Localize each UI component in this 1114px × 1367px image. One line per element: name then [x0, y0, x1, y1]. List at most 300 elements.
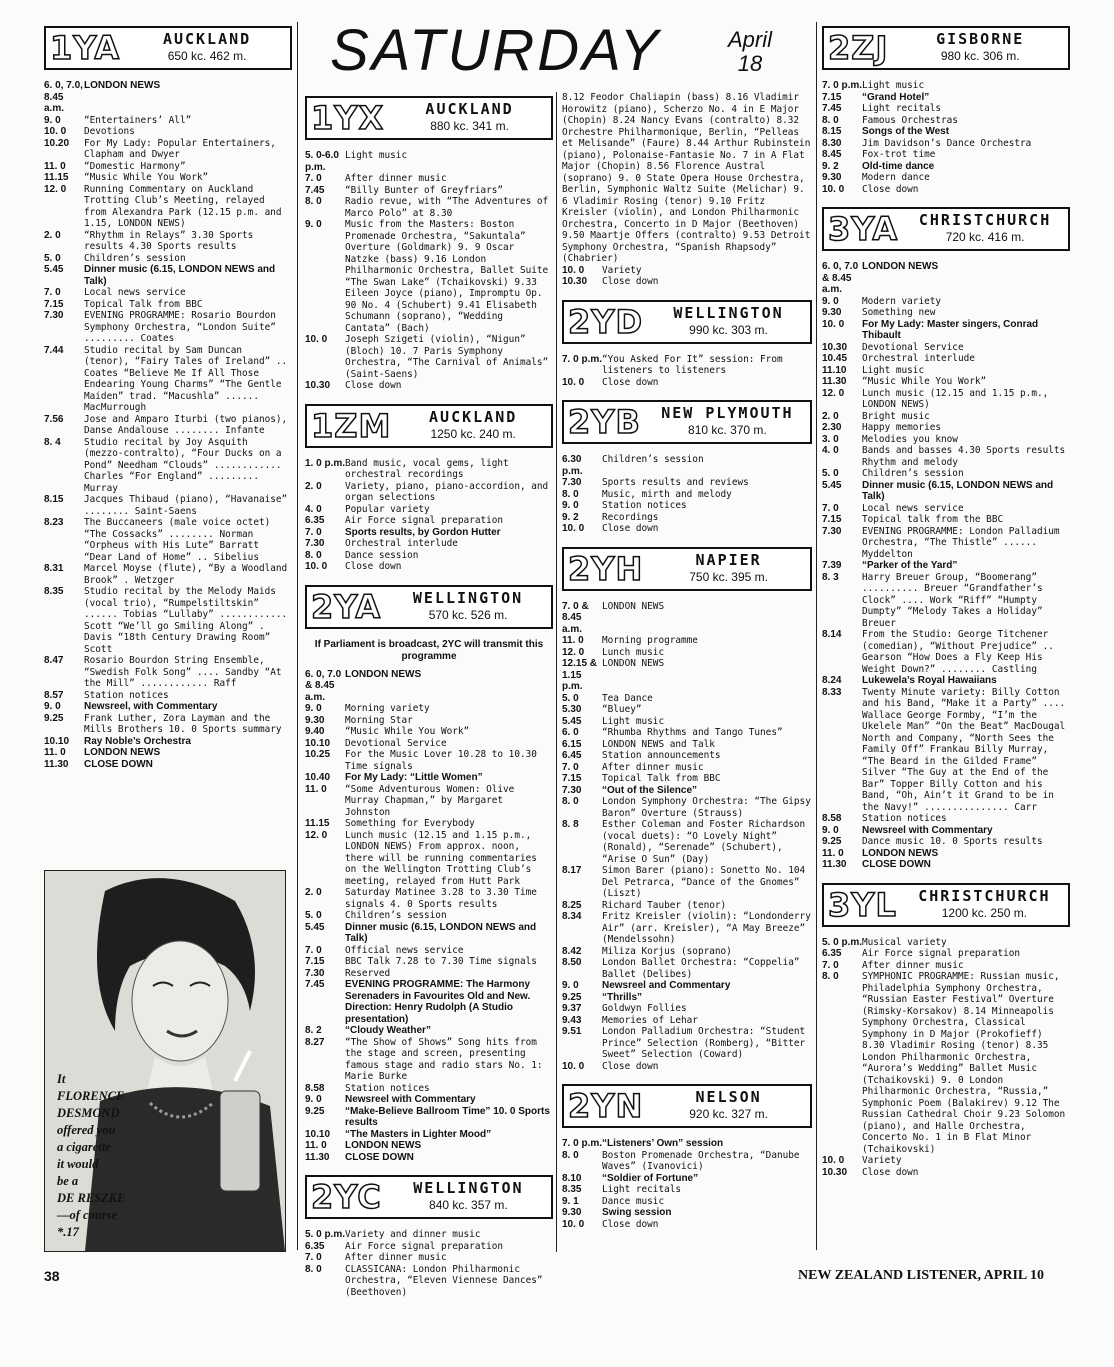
programme-entry: [44, 126, 292, 138]
programme-description: Station notices: [84, 689, 169, 701]
programme-description: Air Force signal preparation: [345, 515, 504, 526]
programme-time: 7.30: [305, 538, 325, 549]
programme-entry: [44, 345, 292, 414]
column-4: [822, 22, 1070, 1186]
station-header: [305, 1175, 553, 1219]
programme-entry: [305, 910, 553, 922]
programme-entry: [44, 414, 292, 437]
programme-time: 7. 0: [305, 526, 322, 538]
programme-entry: [305, 738, 553, 750]
programme-time: 11.15: [44, 172, 69, 183]
programme-entry: [305, 504, 553, 516]
programme-time: 11.30: [305, 1151, 330, 1163]
programme-entry: [562, 276, 812, 288]
programme-time: 7. 0: [44, 287, 61, 298]
programme-description: LONDON NEWS: [602, 658, 665, 669]
station-info: [124, 28, 290, 68]
programme-entry: [822, 468, 1070, 480]
programme-entry: [562, 1003, 812, 1015]
programme-entry: [44, 161, 292, 173]
station-call-sign: 2ZJ: [828, 29, 889, 67]
programme-time: 9. 1: [562, 1195, 579, 1207]
programme-entry: [822, 480, 1070, 503]
programme-description: Fox-trot time: [862, 149, 936, 160]
programme-description: Popular variety: [345, 503, 430, 515]
programme-time: 8.42: [562, 945, 582, 957]
programme-entry: [822, 261, 1070, 296]
programme-time: 10.30: [562, 276, 588, 287]
programme-entry: [305, 1129, 553, 1141]
programme-time: 9.25: [305, 1105, 325, 1117]
programme-time: 7.45: [822, 103, 842, 114]
programme-time: 9. 0: [562, 980, 579, 991]
programme-description: Morning variety: [345, 703, 430, 714]
programme-time: 8. 3: [822, 571, 839, 583]
station-call-sign: 2YD: [568, 302, 643, 341]
column-rule: [556, 92, 557, 1252]
programme-time: 5.45: [822, 479, 842, 491]
station-block: [562, 547, 812, 1081]
programme-entry: [562, 911, 812, 946]
programme-time: 7.45: [305, 184, 325, 196]
programme-time: 8.47: [44, 655, 64, 666]
programme-description: Tea Dance: [602, 692, 653, 704]
programme-time: 10. 0: [305, 334, 328, 345]
programme-time: 8.24: [822, 675, 842, 686]
programme-description: “You Asked For It” session: From listeners to listeners: [602, 353, 783, 376]
programme-time: 7.15: [822, 91, 842, 103]
programme-time: 2. 0: [305, 887, 322, 898]
station-city: AUCKLAND: [162, 30, 252, 48]
programme-entry: [562, 704, 812, 716]
programme-description: Songs of the West: [862, 126, 950, 137]
programme-description: After dinner music: [862, 959, 964, 971]
programme-description: Dinner music (6.15, LONDON NEWS and Talk): [345, 921, 537, 944]
programme-description: CLASSICANA: London Philharmonic Orchestra, “Eleven Viennese Dances” (Beethoven): [345, 1263, 543, 1298]
page-day-title: SATURDAY: [330, 18, 662, 83]
programme-time: 10.10: [44, 735, 70, 747]
programme-description: Light recitals: [862, 103, 942, 114]
programme-time: 9.25: [822, 836, 842, 847]
programme-entry: [822, 161, 1070, 173]
station-frequency: 810 kc. 370 m.: [688, 423, 767, 437]
programme-description: Lukewela’s Royal Hawaiians: [862, 675, 997, 686]
programme-entry: [822, 376, 1070, 388]
programme-entry: [822, 365, 1070, 377]
programme-entry: [562, 489, 812, 501]
programme-description: LONDON NEWS: [345, 1140, 422, 1151]
programme-time: 7. 0 & 8.45 a.m.: [562, 600, 589, 635]
programme-entry: [562, 1150, 812, 1173]
programme-entry: [822, 948, 1070, 960]
programme-entry: [562, 635, 812, 647]
programme-time: 7. 0: [822, 502, 839, 514]
programme-description: LONDON NEWS: [862, 847, 939, 859]
programme-description: Close down: [602, 1060, 659, 1072]
programme-entry: [562, 900, 812, 912]
programme-description: Radio revue, with “The Adventures of Marco Polo” at 8.30: [345, 196, 549, 219]
programme-entry: [562, 739, 812, 751]
programme-entry: [305, 380, 553, 392]
programme-entry: [562, 523, 812, 535]
column-rule: [816, 22, 817, 1250]
programme-description: Light music: [862, 80, 925, 91]
programme-description: Rosario Bourdon String Ensemble, “Swedish Folk Song” .... Sandby “At the Mill” ............ Raff: [84, 655, 282, 689]
programme-description: Melodies you know: [862, 433, 958, 445]
ad-line: *.17: [57, 1225, 79, 1239]
programme-description: Newsreel with Commentary: [345, 1094, 476, 1105]
programme-description: Morning programme: [602, 635, 698, 646]
programme-description: “Billy Bunter of Greyfriars”: [345, 184, 504, 196]
programme-time: 9. 0: [305, 219, 322, 230]
programme-description: EVENING PROGRAMME: London Palladium Orchestra, “The Thistle” ...... Myddelton: [862, 525, 1060, 560]
programme-entry: [822, 319, 1070, 342]
programme-description: Music, mirth and melody: [602, 488, 732, 500]
programme-time: 8.14: [822, 629, 842, 640]
programme-description: Dinner music (6.15, LONDON NEWS and Talk): [862, 479, 1054, 502]
programme-description: “Rhythm in Relays” 3.30 Sports results 4.30 Sports results: [84, 229, 254, 252]
programme-time: 7.56: [44, 413, 64, 425]
programme-description: Sports results and reviews: [602, 477, 749, 488]
programme-entry: [562, 477, 812, 489]
station-info: [386, 1177, 551, 1217]
programme-description: SYMPHONIC PROGRAMME: Russian music, Philadelphia Symphony Orchestra, “Russian Easter Festival” Overture (Rimsky-Korsakov) 8.14 Minneapolis Symphony Orchestra, Classical Symphony in D Major (Prokofieff) 8.30 Vladimir Rosing (tenor) 8.35 London Philharmonic Orchestra, “Aurora’s Wedding” Ballet Music (Tchaikovski) 9. 0 London Philharmonic Orchestra, “Russia,” Symphonic Poem (Balakirev) 9.12 The Russian Cathedral Choir 9.23 Solomon (piano), and Halle Orchestra, Concerto No. 1 in B Flat Minor (Tchaikovski): [862, 971, 1066, 1155]
programme-time: 7.15: [562, 773, 582, 784]
programme-description: Close down: [862, 1166, 919, 1178]
programme-entry: [562, 377, 812, 389]
station-header: [305, 404, 553, 448]
programme-time: 12. 0: [822, 387, 845, 399]
ad-line: a cigarette: [57, 1140, 111, 1154]
station-call-sign: 2YC: [311, 1178, 382, 1216]
programme-description: Jose and Amparo Iturbi (two pianos), Danse Andalouse ........ Infante: [84, 413, 288, 436]
advertisement-copy: [57, 1071, 177, 1241]
programme-time: 11. 0: [44, 747, 66, 758]
station-call-sign: 2YN: [568, 1087, 644, 1125]
programme-time: 8.35: [562, 1184, 582, 1195]
programme-description: “Music While You Work”: [345, 726, 470, 737]
programme-time: 8.27: [305, 1036, 325, 1048]
programme-description: For My Lady: Master singers, Conrad Thibault: [862, 318, 1039, 341]
programme-entry: [44, 747, 292, 759]
station-city: GISBORNE: [936, 30, 1025, 48]
programme-time: 6. 0: [562, 727, 579, 738]
programme-description: CLOSE DOWN: [345, 1151, 414, 1163]
programme-time: 11. 0: [562, 635, 584, 646]
programme-time: 4. 0: [822, 445, 839, 456]
programme-time: 1. 0 p.m.: [305, 457, 346, 469]
programme-time: 9.30: [305, 714, 325, 726]
programme-time: 10.20: [44, 137, 70, 149]
programme-time: 7. 0: [305, 173, 322, 184]
programme-entry: [822, 687, 1070, 814]
programme-description: “Entertainers’ All”: [84, 114, 192, 126]
programme-time: 8. 2: [305, 1025, 322, 1036]
programme-time: 5.45: [562, 715, 582, 727]
programme-time: 8. 0: [562, 1149, 579, 1161]
ad-line: DESMOND: [57, 1106, 120, 1120]
programme-description: Local news service: [84, 287, 186, 298]
programme-entry: [822, 813, 1070, 825]
programme-entry: [44, 701, 292, 713]
programme-time: 7. 0: [562, 761, 579, 773]
station-city: WELLINGTON: [673, 303, 784, 322]
programme-time: 2. 0: [44, 229, 61, 241]
programme-entry: [822, 859, 1070, 871]
station-header: [305, 585, 553, 629]
programme-entry: [305, 538, 553, 550]
programme-time: 10. 0: [562, 376, 585, 388]
programme-entry: [822, 629, 1070, 675]
programme-description: “The Show of Shows” Song hits from the stage and screen, presenting famous stage and radio stars No. 1: Marie Burke: [345, 1036, 543, 1082]
programme-entry: [822, 172, 1070, 184]
station-header: [822, 883, 1070, 927]
programme-entry: [822, 126, 1070, 138]
station-header: [562, 547, 812, 591]
programme-entry: [562, 957, 812, 980]
programme-entry: [822, 388, 1070, 411]
programme-description: Air Force signal preparation: [345, 1240, 504, 1252]
programme-entry: [822, 184, 1070, 196]
programme-description: LONDON NEWS: [602, 600, 665, 612]
programme-time: 8.15: [822, 126, 842, 137]
programme-time: 6. 0, 7.0 & 8.45 a.m.: [822, 261, 859, 295]
programme-entry: [562, 727, 812, 739]
programme-entry: [305, 703, 553, 715]
programme-description: Children’s session: [345, 910, 447, 921]
programme-entry: [562, 92, 812, 265]
programme-entry: [822, 526, 1070, 561]
programme-time: 10. 0: [822, 183, 845, 195]
programme-time: 6.30 p.m.: [562, 454, 583, 477]
programme-entry: [562, 647, 812, 659]
programme-entry: [822, 960, 1070, 972]
programme-time: 9.25: [562, 991, 582, 1003]
publication-footer: NEW ZEALAND LISTENER, APRIL 10: [798, 1268, 1044, 1283]
programme-time: 6.15: [562, 738, 582, 750]
programme-description: Studio recital by the Melody Maids (vocal trio), “Rumpelstiltskin” ...... Tobias “Lullaby” ............ Scott “We’ll go Smiling Along” . Davis “18th Century Drawing Room” Scott: [84, 586, 288, 655]
programme-description: For My Lady: Popular Entertainers, Clapham and Dwyer: [84, 137, 276, 160]
programme-time: 7.15: [44, 298, 64, 310]
programme-time: 10.10: [305, 737, 331, 749]
programme-time: 9. 0: [305, 703, 322, 714]
programme-entry: [562, 354, 812, 377]
station-call-sign: 3YL: [828, 885, 897, 924]
programme-description: Marcel Moyse (flute), “By a Woodland Brook” . Wetzger: [84, 563, 288, 586]
programme-description: Variety and dinner music: [345, 1229, 481, 1240]
programme-time: 8.34: [562, 911, 582, 922]
programme-description: After dinner music: [345, 1252, 447, 1263]
programme-entry: [822, 149, 1070, 161]
programme-description: Saturday Matinee 3.28 to 3.30 Time signals 4. 0 Sports results: [345, 887, 537, 910]
programme-entry: [562, 992, 812, 1004]
programme-time: 5. 0: [562, 692, 579, 704]
programme-time: 8. 0: [305, 196, 322, 207]
programme-entry: [562, 500, 812, 512]
programme-time: 7.30: [822, 525, 842, 537]
station-frequency: 650 kc. 462 m.: [167, 49, 247, 63]
programme-time: 8.35: [44, 586, 64, 597]
programme-entry: [822, 971, 1070, 1155]
programme-entry: [44, 494, 292, 517]
programme-time: 7. 0 p.m.: [562, 353, 603, 365]
programme-description: Lunch music: [602, 646, 665, 658]
programme-entry: [305, 1106, 553, 1129]
programme-description: Devotional Service: [862, 341, 964, 353]
programme-entry: [822, 1155, 1070, 1167]
programme-description: From the Studio: George Titchener (comedian), “Without Prejudice” .. Gearson “How Does a Fly Keep His Weight Down?” ........ Castling: [862, 629, 1054, 675]
programme-entry: [44, 287, 292, 299]
programme-description: LONDON NEWS: [862, 261, 939, 272]
programme-time: 9. 0: [44, 701, 61, 712]
station-info: [647, 549, 810, 589]
programme-entry: [822, 836, 1070, 848]
programme-time: 9. 2: [822, 160, 839, 172]
programme-entry: [822, 92, 1070, 104]
programme-description: Band music, vocal gems, light orchestral recordings: [345, 457, 509, 480]
programme-description: Station announcements: [602, 750, 721, 761]
programme-description: “Cloudy Weather”: [345, 1025, 431, 1036]
programme-entry: [562, 762, 812, 774]
programme-description: Close down: [345, 380, 402, 391]
programme-time: 10.30: [305, 380, 331, 391]
programme-description: London Palladium Orchestra: “Student Prince” Selection (Romberg), “Bitter Sweet” Selection (Coward): [602, 1026, 806, 1060]
programme-time: 2. 0: [305, 480, 322, 492]
station-note: If Parliament is broadcast, 2YC will transmit this programme: [314, 638, 544, 662]
programme-description: Children’s session: [862, 468, 964, 479]
programme-entry: [305, 1152, 553, 1164]
programme-time: 10. 0: [44, 126, 67, 137]
programme-description: Happy memories: [862, 422, 942, 433]
programme-time: 4. 0: [305, 503, 322, 515]
programme-entry: [44, 299, 292, 311]
programme-description: Dinner music (6.15, LONDON NEWS and Talk): [84, 264, 276, 287]
programme-time: 7. 0 p.m.: [822, 80, 863, 91]
programme-entry: [44, 736, 292, 748]
programme-entry: [305, 1252, 553, 1264]
programme-entry: [305, 968, 553, 980]
programme-description: Esther Coleman and Foster Richardson (vocal duets): “O Lovely Night” (Ronald), “Serenade” (Schubert), “Arise O Sun” (Day): [602, 819, 806, 865]
station-city: CHRISTCHURCH: [918, 211, 1052, 229]
programme-time: 10. 0: [562, 1218, 585, 1230]
programme-entry: [562, 601, 812, 636]
cigarette-advertisement: [44, 870, 286, 1252]
programme-entry: [562, 716, 812, 728]
programme-description: Devotions: [84, 126, 135, 137]
programme-description: “Music While You Work”: [84, 172, 209, 183]
programme-time: 8. 0: [562, 488, 579, 500]
programme-time: 9. 0: [822, 824, 839, 836]
programme-time: 8.15: [44, 494, 64, 505]
station-frequency: 840 kc. 357 m.: [429, 1198, 508, 1212]
programme-entry: [44, 184, 292, 230]
programme-time: 7.30: [562, 784, 582, 796]
programme-description: Station notices: [345, 1082, 430, 1094]
programme-entry: [562, 785, 812, 797]
programme-description: Dance session: [345, 549, 419, 561]
programme-description: Close down: [602, 523, 659, 534]
programme-entry: [44, 230, 292, 253]
station-block: [305, 1175, 553, 1306]
programme-description: “Make-Believe Ballroom Time” 10. 0 Sports results: [345, 1105, 550, 1128]
programme-entry: [305, 749, 553, 772]
programme-time: 7.30: [44, 310, 64, 321]
programme-description: CLOSE DOWN: [84, 758, 153, 770]
programme-time: 10.30: [822, 341, 848, 353]
ad-line: it would: [57, 1157, 99, 1171]
ad-line: —of course: [57, 1208, 118, 1222]
programme-entry: [822, 80, 1070, 92]
programme-description: Lunch music (12.15 and 1.15 p.m., LONDON NEWS): [862, 387, 1049, 410]
programme-time: 5. 0: [44, 252, 61, 264]
programme-description: Close down: [862, 183, 919, 195]
programme-time: 9.40: [305, 726, 325, 737]
programme-time: 7.44: [44, 344, 64, 356]
programme-entry: [822, 103, 1070, 115]
programme-entry: [305, 945, 553, 957]
station-call-sign: 1YX: [311, 99, 385, 137]
programme-entry: [562, 1173, 812, 1185]
programme-description: Light recitals: [602, 1184, 682, 1195]
programme-description: “Listeners’ Own” session: [602, 1138, 724, 1149]
station-frequency: 570 kc. 526 m.: [428, 607, 508, 622]
programme-entry: [822, 422, 1070, 434]
station-block: [562, 1084, 812, 1238]
programme-time: 8. 8: [562, 819, 579, 830]
programme-description: Famous Orchestras: [862, 114, 958, 126]
programme-description: Joseph Szigeti (violin), “Nigun” (Bloch) 10. 7 Paris Symphony Orchestra, “The Carnival of Animals” (Saint-Saens): [345, 334, 549, 380]
programme-time: 8. 0: [562, 796, 579, 807]
programme-time: 7. 0: [305, 944, 322, 956]
programme-time: 10.30: [822, 1166, 848, 1178]
programme-entry: [44, 138, 292, 161]
ad-line: be a: [57, 1174, 79, 1188]
programme-time: 11.30: [822, 859, 847, 870]
programme-description: For the Music Lover 10.28 to 10.30 Time signals: [345, 749, 537, 772]
programme-entry: [305, 150, 553, 173]
programme-entry: [562, 1138, 812, 1150]
programme-time: 9.30: [822, 172, 842, 183]
programme-description: “Thrills”: [602, 991, 643, 1003]
programme-entry: [822, 411, 1070, 423]
station-header: [562, 300, 812, 344]
programme-entry: [562, 980, 812, 992]
programme-description: Newsreel with Commentary: [862, 824, 993, 836]
programme-time: 10.45: [822, 353, 848, 364]
ad-line: DE RESZKE: [57, 1191, 126, 1205]
programme-entry: [44, 264, 292, 287]
station-city: AUCKLAND: [425, 100, 514, 118]
programme-entry: [822, 560, 1070, 572]
programme-entry: [44, 713, 292, 736]
programme-description: LONDON NEWS: [345, 668, 422, 680]
programme-entry: [305, 1264, 553, 1299]
programme-description: “Grand Hotel”: [862, 91, 930, 103]
programme-time: 9.43: [562, 1014, 582, 1026]
programme-entry: [305, 830, 553, 888]
station-frequency: 980 kc. 306 m.: [940, 49, 1020, 63]
programme-description: 8.12 Feodor Chaliapin (bass) 8.16 Vladimir Horowitz (piano), Scherzo No. 4 in E Major (Chopin) 8.24 Nancy Evans (contralto) 8.32 Orchestre Philharmonique, Berlin, “Pelleas et Melisande” (Faure) 8.44 Arthur Rubinstein (piano), Polonaise-Fantasie No. 7 in A Flat Major (Chopin) 8.56 Florence Austral (soprano) 9. 0 State Opera House Orchestra, Berlin, Symphonic Waltz Suite (Melichar) 9. 6 Vladimir Rosing (tenor) 9.10 Fritz Kreisler (violin), and London Philharmonic Orchestra, Concerto in D Major (Beethoven) 9.50 Maartje Offers (contralto) 9.53 Detroit Symphony Orchestra, “Spanish Rhapsody” (Chabrier): [562, 92, 811, 264]
programme-time: 3. 0: [822, 433, 839, 445]
programme-entry: [562, 1207, 812, 1219]
programme-time: 9. 0: [44, 114, 61, 126]
programme-time: 9.30: [562, 1207, 582, 1218]
programme-entry: [44, 655, 292, 690]
programme-description: “Bluey”: [602, 704, 642, 715]
programme-time: 5.45: [44, 264, 64, 275]
programme-time: 8.23: [44, 517, 64, 528]
programme-time: 10. 0: [822, 1155, 845, 1166]
